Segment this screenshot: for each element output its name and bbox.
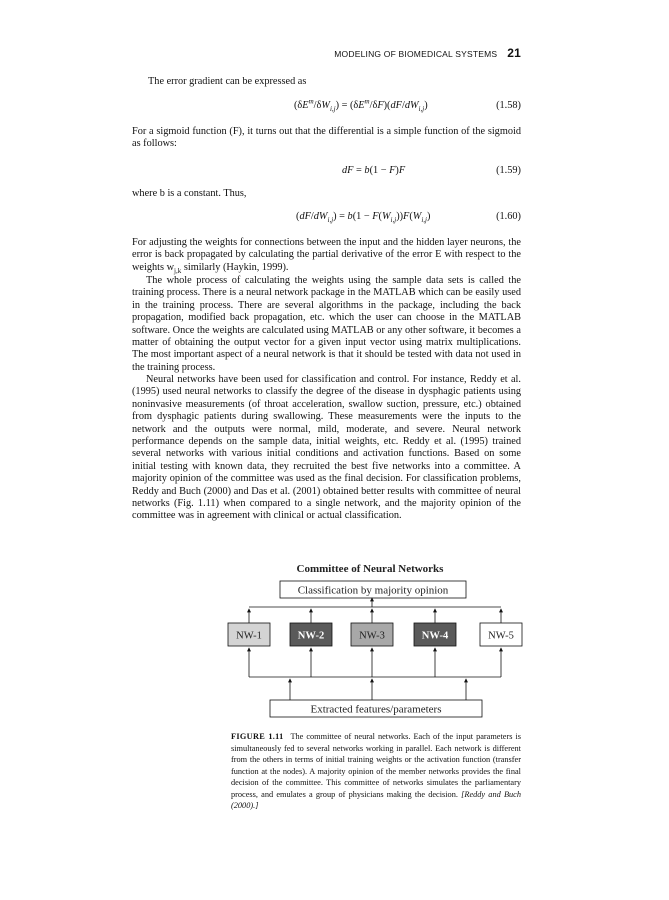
caption-source: [Reddy and Buch (2000).]	[231, 789, 521, 810]
equation-1-58: $(\delta E^m/\delta W_{i,j}) = (\delta E^m/\delta F)(dF/dW_{i,j})$ (1.58)	[294, 97, 521, 114]
figure-caption	[231, 731, 521, 812]
equation-number: (1.60)	[496, 211, 521, 222]
caption-body: The committee of neural networks. Each of the input parameters is simultaneously fed to several networks working in parallel. Each network is different from the others in terms of initial training weights or the activation function (transfer function at the nodes). A majority opinion of the member networks provides the final decision of the committee. This committee of networks simulates the parliamentary process, and emulates a group of physicians making the decision.	[231, 732, 521, 799]
intro-gradient-text: The error gradient can be expressed as	[148, 76, 307, 87]
where-b-text: where b is a constant. Thus,	[132, 188, 247, 199]
page-number: 21	[507, 46, 521, 60]
equation-1-60: $(dF/dW_{i,j}) = b(1 - F(W_{i,j}))F(W_{i,j})$ (1.60)	[296, 211, 521, 225]
network-label: NW-2	[297, 630, 325, 642]
figure-label: FIGURE 1.11	[231, 732, 284, 741]
sigmoid-intro-text: For a sigmoid function (F), it turns out that the differential is a simple function of the sigmoid as follows:	[132, 126, 521, 150]
paragraph-adjusting-weights: For adjusting the weights for connections between the input and the hidden layer neurons, the error is back propagated by calculating the partial derivative of the error E with respect to the weights $w_{j,k}$ similarly (Haykin, 1999).	[132, 237, 521, 275]
network-label: NW-1	[236, 630, 262, 642]
paragraph-training-process: The whole process of calculating the weights using the sample data sets is called the training process. There is a neural network package in the MATLAB which can be easily used in the training process. There are several algorithms in the package, including the back propagation, modified back propagation, etc. which the user can choose in the MATLAB software. Once the weights are calculated using MATLAB or any other software, it becomes a matter of obtaining the output vector for a given input vector using matrix multiplications. The most important aspect of a neural network is that it should be tested with data not used in the training process.	[132, 275, 521, 373]
classification-label: Classification by majority opinion	[297, 584, 449, 597]
running-header	[132, 46, 521, 60]
paragraph-neural-networks: Neural networks have been used for classification and control. For instance, Reddy et al. (1995) used neural networks to classify the degree of the disease in dysphagic patients using noninvasive measurements (of throat acceleration, swallow suction, pressure, etc.) obtained from dysphagic patients during swallowing. These measurements were the inputs to the network and the outputs were normal, mild, moderate, and severe. Neural network performance depends on the sample data, initial weights, etc. Reddy et al. (1995) trained several networks with various initial conditions and activation functions. Based on some initial testing with known data, they recruited the best five networks into a committee. A majority opinion of the committee was used as the final decision. For classification problems, Reddy and Buch (2000) and Das et al. (2001) obtained better results with committee of neural networks (Fig. 1.11) when compared to a single network, and the majority opinion of the committee was in agreement with clinical or actual classification.	[132, 374, 521, 522]
network-label: NW-3	[359, 630, 385, 642]
output-connectors	[249, 598, 501, 623]
committee-diagram	[222, 560, 532, 725]
diagram-title: Committee of Neural Networks	[296, 563, 444, 575]
equation-number: (1.59)	[496, 165, 521, 176]
network-label: NW-4	[421, 630, 449, 642]
input-connectors	[249, 648, 501, 700]
equation-1-59: dF = b(1 − F)F (1.59)	[342, 165, 521, 176]
running-title: MODELING OF BIOMEDICAL SYSTEMS	[334, 49, 498, 59]
features-label: Extracted features/parameters	[310, 703, 442, 716]
network-label: NW-5	[488, 630, 514, 642]
equation-number: (1.58)	[496, 100, 521, 111]
